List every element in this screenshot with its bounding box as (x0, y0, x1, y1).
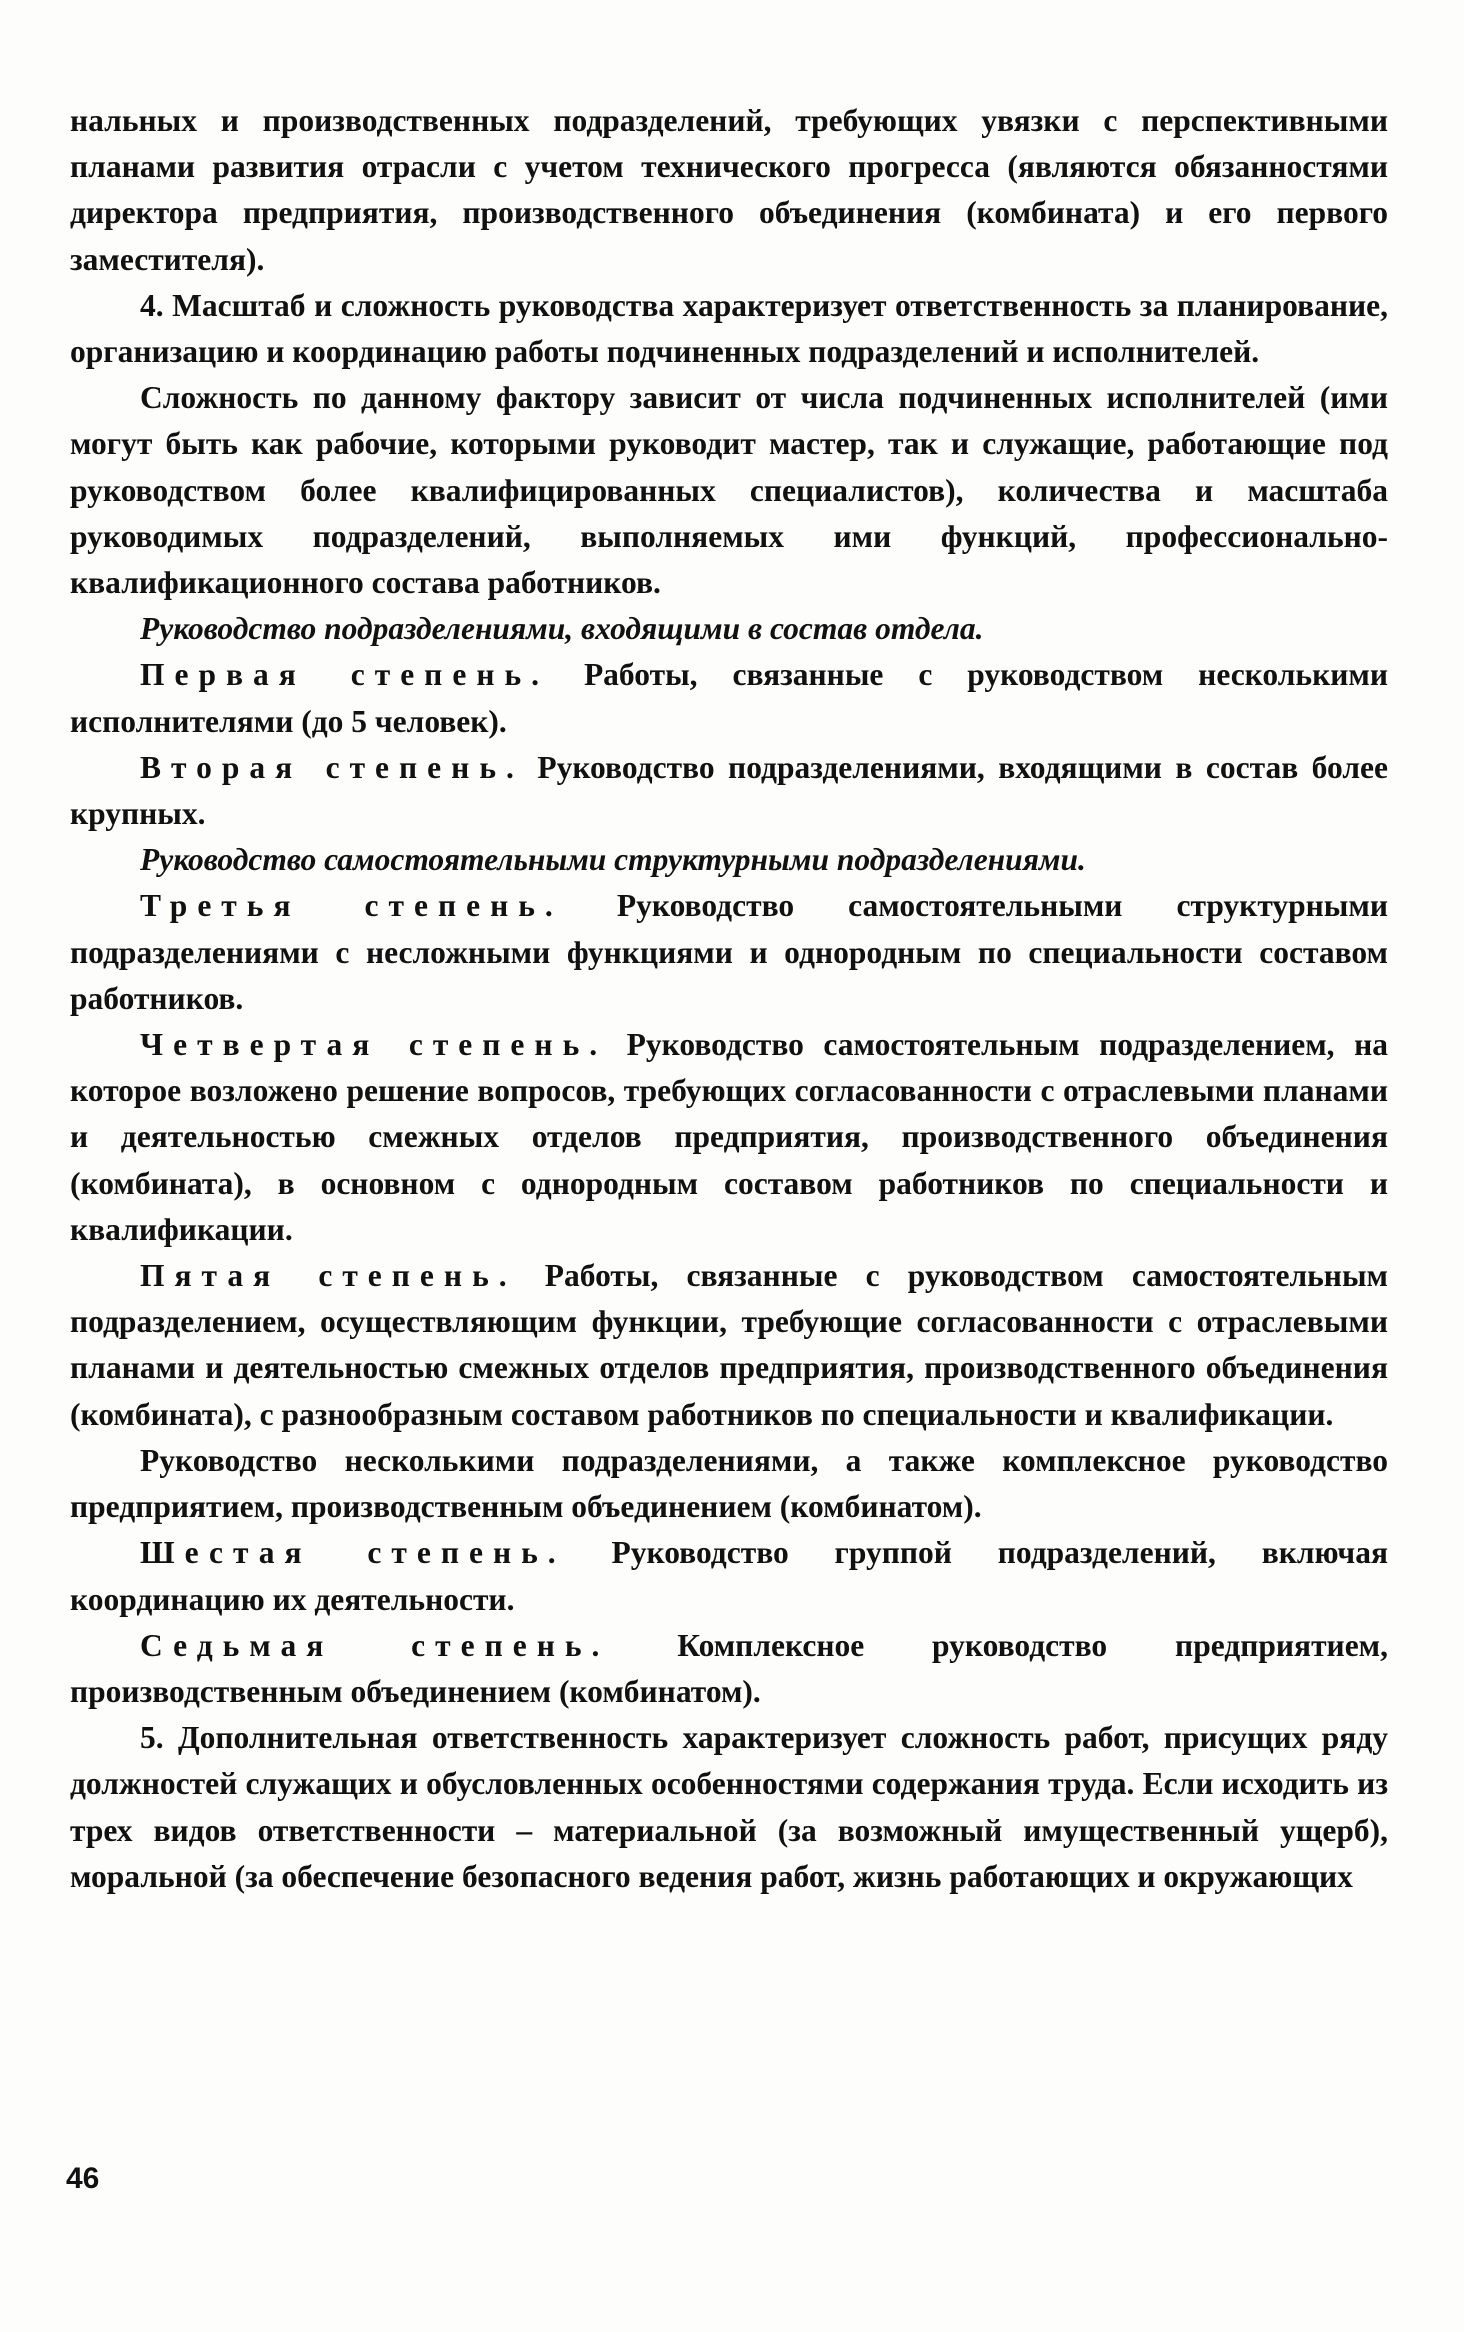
paragraph-continuation: нальных и производственных подразделений, требующих увязки с перспективными планами развития отрасли с учетом технического прогресса (являются обязанностями директора предприятия, производственного объединения (комбината) и его первого заместителя). (70, 103, 1388, 277)
paragraph-degree-7: Седьмая степень. Комплексное руководство предприятием, производственным объединением (комбинатом). (70, 1627, 1389, 1709)
factor-title: 4. Масштаб и сложность руководства (140, 287, 675, 323)
degree-label: Седьмая степень. (140, 1627, 610, 1663)
section-heading: Руководство самостоятельными структурными подразделениями. (140, 842, 1086, 878)
paragraph-degree-5: Пятая степень. Работы, связанные с руководством самостоятельным подразделением, осуществляющим функции, требующие согласованности с отраслевыми планами и деятельностью смежных отделов предприятия, производственного объединения (комбината), с разнообразным составом работников по специальности и квалификации. (70, 1258, 1388, 1432)
degree-label: Четвертая степень. (140, 1027, 608, 1063)
paragraph-multi-management: Руководство несколькими подразделениями, а также комплексное руководство предприятием, производственным объединением (комбинатом). (70, 1442, 1388, 1525)
degree-label: Пятая степень. (140, 1258, 517, 1294)
paragraph-degree-4: Четвертая степень. Руководство самостоятельным подразделением, на которое возложено решение вопросов, требующих согласованности с отраслевыми планами и деятельностью смежных отделов предприятия, производственного объединения (комбината), в основном с однородным составом работников по специальности и квалификации. (70, 1027, 1388, 1247)
degree-label: Первая степень. (140, 657, 549, 693)
paragraph-factor-5: 5. Дополнительная ответственность характеризует сложность работ, присущих ряду должностей служащих и обусловленных особенностями содержания труда. Если исходить из трех видов ответственности – материальной (за возможный имущественный ущерб), моральной (за обеспечение безопасного ведения работ, жизнь работающих и окружающих (70, 1720, 1389, 1894)
paragraph-degree-1: Первая степень. Работы, связанные с руководством несколькими исполнителями (до 5 человек). (70, 657, 1388, 739)
paragraph-factor-4: 4. Масштаб и сложность руководства характеризует ответственность за планирование, организацию и координацию работы подчиненных подразделений и исполнителей. (70, 287, 1388, 370)
paragraph-degree-2: Вторая степень. Руководство подразделениями, входящими в состав более крупных. (70, 749, 1388, 832)
body-text (70, 98, 1388, 1900)
paragraph-degree-6: Шестая степень. Руководство группой подразделений, включая координацию их деятельности. (70, 1535, 1388, 1617)
paragraph-degree-3: Третья степень. Руководство самостоятельными структурными подразделениями с несложными функциями и однородным по специальности составом работников. (70, 888, 1389, 1016)
paragraph-complexity: Сложность по данному фактору зависит от числа подчиненных исполнителей (ими могут быть как рабочие, которыми руководит мастер, так и служащие, работающие под руководством более квалифицированных специалистов), количества и масштаба руководимых подразделений, выполняемых ими функций, профессионально-квалификационного состава работников. (70, 380, 1388, 601)
degree-label: Третья степень. (140, 888, 563, 924)
degree-label: Вторая степень. (140, 749, 524, 785)
page-number: 46 (66, 2162, 100, 2195)
degree-label: Шестая степень. (140, 1535, 566, 1571)
factor-title: 5. Дополнительная ответственность (140, 1720, 669, 1756)
section-heading: Руководство подразделениями, входящими в состав отдела. (140, 611, 984, 647)
